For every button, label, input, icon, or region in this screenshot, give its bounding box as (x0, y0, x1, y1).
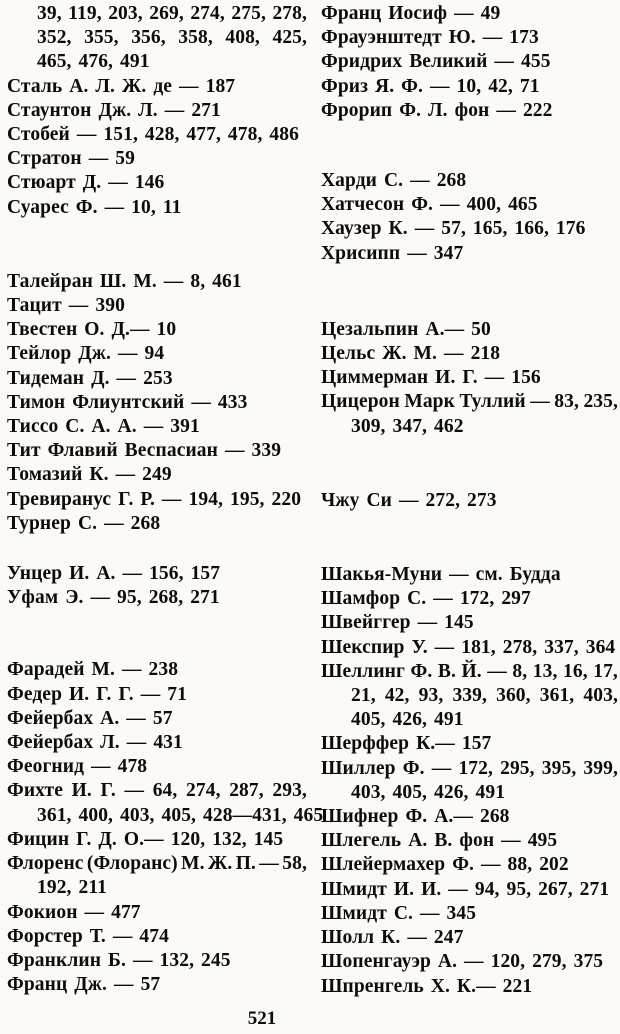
index-line: Фриз Я. Ф. — 10, 42, 71 (321, 75, 540, 97)
index-line-word: 274, (190, 3, 225, 24)
index-line-word: 203, (108, 3, 143, 24)
index-line-word: 408, (225, 27, 260, 49)
index-line-word: 278, (272, 3, 307, 24)
index-line-word: Марк (404, 391, 455, 413)
index-line: 465, 476, 491 (37, 51, 150, 73)
index-line: Турнер С. — 268 (7, 512, 161, 534)
index-line-word: 355, (84, 27, 119, 49)
index-line-word: 274, (186, 780, 221, 802)
index-line-word: — (259, 853, 279, 875)
index-line: Томазий К. — 249 (7, 464, 172, 486)
index-line: Шопенгауэр А. — 120, 279, 375 (321, 951, 604, 973)
index-line: Тит Флавий Веспасиан — 339 (7, 440, 282, 462)
index-line: Сталь А. Л. Ж. де — 187 (7, 75, 236, 97)
index-line: Тейлор Дж. — 94 (7, 343, 165, 365)
index-line-word: 358, (178, 27, 213, 49)
index-line: Франц Дж. — 57 (7, 974, 161, 996)
index-line (321, 660, 618, 684)
index-line: Форстер Т. — 474 (7, 925, 169, 947)
index-line-word: (Флоранс) (86, 853, 178, 875)
index-line-word: 21, (351, 685, 376, 707)
index-line-word: 399, (583, 757, 618, 779)
index-line-word: 172, (458, 757, 493, 779)
index-line: Шлегель А. В. фон — 495 (321, 830, 558, 852)
index-line-word: Г. (100, 780, 116, 802)
index-line: 309, 347, 462 (351, 415, 464, 437)
index-line-word: — (431, 757, 452, 779)
index-line-word: — (487, 660, 507, 682)
index-line: 361, 400, 403, 405, 428—431, 465 (37, 804, 324, 826)
index-line: Суарес Ф. — 10, 11 (7, 196, 182, 218)
index-line-word: 16, (563, 660, 588, 682)
index-line-word: 83, (554, 391, 579, 413)
index-line-word: 42, (384, 685, 410, 707)
index-line: Циммерман И. Г. — 156 (321, 367, 541, 389)
index-line: Франц Иосиф — 49 (321, 3, 501, 24)
index-line: Шерффер К.— 157 (321, 733, 492, 755)
index-line: Франклин Б. — 132, 245 (7, 949, 231, 971)
index-line-word: 425, (272, 27, 307, 49)
index-line-word: 339, (452, 685, 487, 707)
index-line: 403, 405, 426, 491 (351, 781, 506, 803)
index-line: Чжу Си — 272, 273 (321, 489, 497, 511)
index-line: Шпренгель Х. К.— 221 (321, 975, 533, 997)
index-line: Фейербах А. — 57 (7, 707, 173, 729)
index-line-word: Фихте (7, 780, 63, 802)
index-line (7, 26, 307, 50)
index-line-word: М. (181, 853, 205, 875)
index-column-left (7, 2, 324, 997)
index-line-word: Ж. (207, 853, 233, 875)
index-line: Фрауэнштедт Ю. — 173 (321, 27, 539, 49)
index-line: Харди С. — 268 (321, 170, 467, 192)
index-line-word: 8, (512, 660, 528, 682)
index-line: Шакья-Муни — см. Будда (321, 564, 561, 586)
index-line-word: Ф. (410, 660, 433, 682)
index-line (7, 2, 307, 26)
index-line: Шолл К. — 247 (321, 927, 464, 949)
index-line (321, 757, 618, 781)
index-line-word: 119, (68, 3, 102, 24)
index-line: Швейггер — 145 (321, 612, 474, 634)
index-column-right (321, 2, 618, 999)
index-line-word: 275, (231, 3, 266, 24)
index-line: Шмидт С. — 345 (321, 902, 477, 924)
index-line: 192, 211 (37, 877, 107, 899)
index-line (7, 852, 307, 876)
index-line-word: П. (235, 853, 256, 875)
index-line-word: В. (437, 660, 456, 682)
index-line-word: Туллий (459, 391, 526, 413)
index-line-word: Й. (461, 660, 482, 682)
index-line-word: Шеллинг (321, 660, 405, 682)
index-line: Тимон Флиунтский — 433 (7, 391, 248, 413)
index-line-word: Флоренс (7, 853, 84, 875)
index-line: Хатчесон Ф. — 400, 465 (321, 194, 538, 216)
index-line-word: 39, (37, 3, 62, 24)
index-line-word: 235, (583, 391, 618, 413)
index-line-word: 403, (583, 685, 618, 707)
index-line (321, 390, 618, 414)
index-line: Унцер И. А. — 156, 157 (7, 563, 221, 585)
index-line: Уфам Э. — 95, 268, 271 (7, 587, 220, 609)
index-line-word: 295, (500, 757, 535, 779)
index-line: 405, 426, 491 (351, 709, 464, 731)
index-line: Стюарт Д. — 146 (7, 172, 165, 194)
index-line: Цезальпин А.— 50 (321, 318, 491, 340)
index-line-word: И. (71, 780, 92, 802)
page-number: 521 (247, 1008, 277, 1029)
index-line-word: 287, (229, 780, 264, 802)
index-line-word: 352, (37, 27, 72, 49)
index-line: Феогнид — 478 (7, 756, 148, 778)
index-line: Стаунтон Дж. Л. — 271 (7, 99, 221, 121)
index-line-word: 64, (152, 780, 178, 802)
index-line: Фейербах Л. — 431 (7, 732, 183, 754)
index-line-word: Шиллер (321, 757, 396, 779)
index-line: Цельс Ж. М. — 218 (321, 343, 501, 365)
index-line: Тревиранус Г. Р. — 194, 195, 220 (7, 488, 302, 510)
index-line-word: 93, (418, 685, 444, 707)
index-line-word: — (530, 391, 550, 413)
index-line-word: 395, (541, 757, 577, 779)
index-line: Тацит — 390 (7, 295, 125, 317)
index-line: Тиссо С. А. А. — 391 (7, 416, 200, 438)
index-line: Шифнер Ф. А.— 268 (321, 806, 510, 828)
index-line-word: 13, (532, 660, 558, 682)
index-line: Хаузер К. — 57, 165, 166, 176 (321, 218, 586, 240)
index-line-word: 360, (496, 685, 531, 707)
index-line: Стобей — 151, 428, 477, 478, 486 (7, 124, 299, 146)
index-line-word: 293, (272, 780, 307, 802)
index-line: Хрисипп — 347 (321, 242, 464, 264)
index-line: Стратон — 59 (7, 148, 135, 170)
index-line (321, 684, 618, 708)
index-line (7, 779, 307, 803)
index-line-word: 58, (282, 853, 307, 875)
index-line: Фицин Г. Д. О.— 120, 132, 145 (7, 828, 284, 850)
index-line-word: — (124, 780, 145, 802)
index-line: Шлейермахер Ф. — 88, 202 (321, 854, 569, 876)
index-line: Федер И. Г. Г. — 71 (7, 683, 187, 705)
index-line: Шекспир У. — 181, 278, 337, 364 (321, 636, 616, 658)
index-line-word: Цицерон (321, 391, 400, 413)
index-line: Шамфор С. — 172, 297 (321, 588, 531, 610)
index-line: Талейран Ш. М. — 8, 461 (7, 270, 242, 292)
index-line: Фокион — 477 (7, 901, 141, 923)
index-line: Фарадей М. — 238 (7, 659, 179, 681)
index-line-word: 269, (149, 3, 184, 24)
index-line-word: Ф. (402, 757, 425, 779)
index-line-word: 361, (539, 685, 575, 707)
index-line: Шмидт И. И. — 94, 95, 267, 271 (321, 878, 610, 900)
index-line: Фрорип Ф. Л. фон — 222 (321, 99, 553, 121)
index-line: Тидеман Д. — 253 (7, 367, 173, 389)
index-line: Твестен О. Д.— 10 (7, 319, 177, 341)
index-line-word: 356, (131, 27, 166, 49)
index-line: Фридрих Великий — 455 (321, 51, 551, 73)
index-line-word: 17, (593, 660, 618, 682)
